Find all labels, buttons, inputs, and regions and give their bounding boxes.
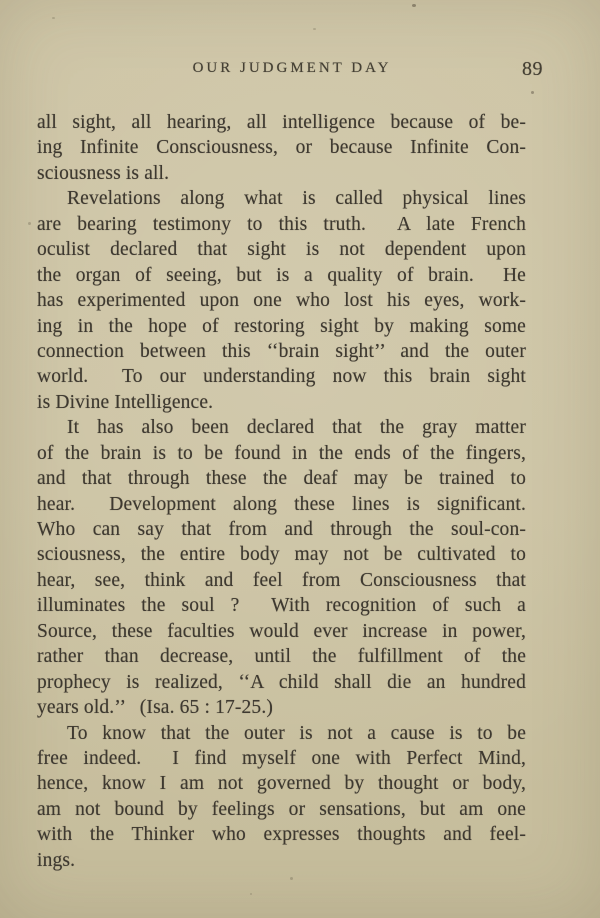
scan-speck xyxy=(313,28,316,30)
text-line: ing in the hope of restoring sight by making some xyxy=(37,315,526,337)
text-line: free indeed. I find myself one with Perfect Mind, xyxy=(37,747,526,769)
text-line: Revelations along what is called physical lines xyxy=(67,188,526,210)
text-line: world. To our understanding now this brain sight xyxy=(37,366,526,388)
scan-speck xyxy=(404,228,407,231)
text-line: of the brain is to be found in the ends of the fingers, xyxy=(37,442,526,464)
page-number: 89 xyxy=(522,58,543,80)
text-line: years old.’’ (Isa. 65 : 17-25.) xyxy=(37,697,273,719)
text-line: connection between this ‘‘brain sight’’ and the outer xyxy=(37,340,526,362)
body-text-block xyxy=(37,110,526,873)
text-line: rather than decrease, until the fulfillment of the xyxy=(37,646,526,668)
text-line: hence, know I am not governed by thought or body, xyxy=(37,773,526,795)
scan-speck xyxy=(52,17,55,19)
text-line: and that through these the deaf may be trained to xyxy=(37,468,526,490)
text-line: It has also been declared that the gray matter xyxy=(67,417,526,439)
text-line: with the Thinker who expresses thoughts and feel- xyxy=(37,824,526,846)
text-line: Who can say that from and through the soul-con- xyxy=(37,519,526,540)
text-line: oculist declared that sight is not dependent upon xyxy=(37,239,526,261)
text-line: sciousness is all. xyxy=(37,162,170,184)
text-line: are bearing testimony to this truth. A late French xyxy=(37,213,526,235)
scan-speck xyxy=(250,893,252,895)
text-line: illuminates the soul ? With recognition of such a xyxy=(37,595,526,617)
text-line: has experimented upon one who lost his eyes, work- xyxy=(37,290,526,312)
scan-speck xyxy=(28,222,31,225)
text-line: To know that the outer is not a cause is to be xyxy=(67,722,526,744)
text-line: prophecy is realized, ‘‘A child shall die an hundred xyxy=(37,671,526,693)
running-header-title: OUR JUDGMENT DAY xyxy=(192,60,392,76)
text-line: the organ of seeing, but is a quality of brain. He xyxy=(37,264,526,286)
scan-speck xyxy=(290,877,293,880)
text-line: hear, see, think and feel from Consciousness that xyxy=(37,569,526,591)
text-line: ing Infinite Consciousness, or because Infinite Con- xyxy=(37,137,526,159)
text-line: Source, these faculties would ever increase in power, xyxy=(37,620,526,642)
text-line: hear. Development along these lines is significant. xyxy=(37,493,526,515)
text-line: is Divine Intelligence. xyxy=(37,391,214,413)
text-line: ings. xyxy=(37,849,76,871)
text-line: sciousness, the entire body may not be cultivated to xyxy=(37,544,526,566)
text-line: all sight, all hearing, all intelligence because of be- xyxy=(37,112,526,133)
scan-speck xyxy=(531,91,534,94)
scan-speck xyxy=(412,4,416,7)
text-line: am not bound by feelings or sensations, but am one xyxy=(37,798,526,820)
